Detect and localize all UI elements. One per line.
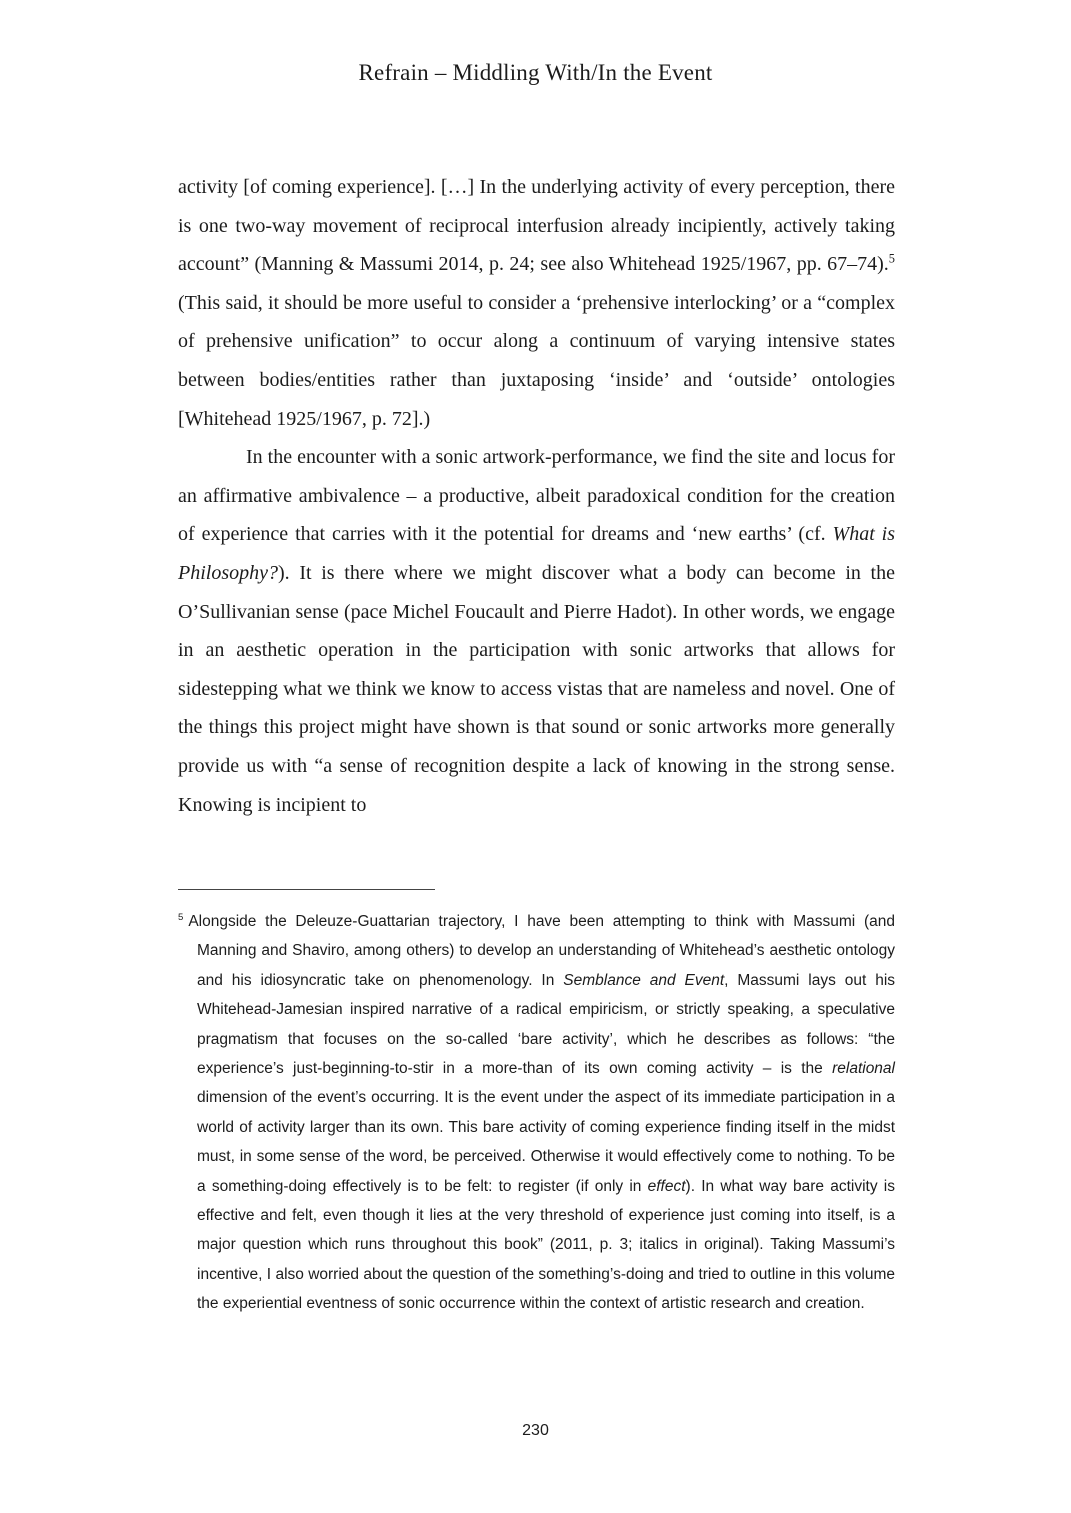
running-header-title: Refrain – Middling With/In the Event xyxy=(358,60,713,85)
body-text xyxy=(178,168,895,824)
page-number: 230 xyxy=(522,1422,549,1439)
footnote-text: Alongside the Deleuze-Guattarian trajectory, I have been attempting to think with Massumi (and Manning and Shaviro, among others) to develop an understanding of Whitehead’s aesthetic ontology and his idiosyncratic take on phenomenology. In Semblance and Event, Massumi lays out his Whitehead-Jamesian inspired narrative of a radical empiricism, or strictly speaking, a speculative pragmatism that focuses on the so-called ‘bare activity’, which he describes as follows: “the experience’s just-beginning-to-stir in a more-than of its own coming activity – is the relational dimension of the event’s occurring. It is the event under the aspect of its immediate participation in a world of activity larger than its own. This bare activity of coming experience finding itself in the midst must, in some sense of the word, be perceived. Otherwise it would effectively come to nothing. To be a something-doing effectively is to be felt: to register (if only in effect). In what way bare activity is effective and felt, even though it lies at the very threshold of experience just coming into itself, is a major question which runs throughout this book” (2011, p. 3; italics in original). Taking Massumi’s incentive, I also worried about the question of the something’s-doing and tried to outline in this volume the experiential eventness of sonic occurrence within the context of artistic research and creation. xyxy=(188,913,896,1313)
footnote-section xyxy=(178,907,895,1319)
footnote-item xyxy=(178,907,895,1319)
body-paragraph: In the encounter with a sonic artwork-performance, we find the site and locus for an affirmative ambivalence – a productive, albeit paradoxical condition for the creation of experience that carries with it the potential for dreams and ‘new earths’ (cf. What is Philosophy?). It is there where we might discover what a body can become in the O’Sullivanian sense (pace Michel Foucault and Pierre Hadot). In other words, we engage in an aesthetic operation in the participation with sonic artworks that allows for sidestepping what we think we know to access vistas that are nameless and novel. One of the things this project might have shown is that sound or sonic artworks more generally provide us with “a sense of recognition despite a lack of knowing in the strong sense. Knowing is incipient to xyxy=(178,446,896,816)
footnote-marker: 5 xyxy=(178,911,184,923)
footnote-divider xyxy=(178,889,435,890)
body-paragraph: activity [of coming experience]. […] In the underlying activity of every perception, there is one two-way movement of reciprocal interfusion already incipiently, actively taking account” (Manning & Massumi 2014, p. 24; see also Whitehead 1925/1967, pp. 67–74).$^5$ (This said, it should be more useful to consider a ‘prehensive interlocking’ or a “complex of prehensive unification” to occur along a continuum of varying intensive states between bodies/entities rather than juxtaposing ‘inside’ and ‘outside’ ontologies [Whitehead 1925/1967, p. 72].) xyxy=(178,176,895,430)
